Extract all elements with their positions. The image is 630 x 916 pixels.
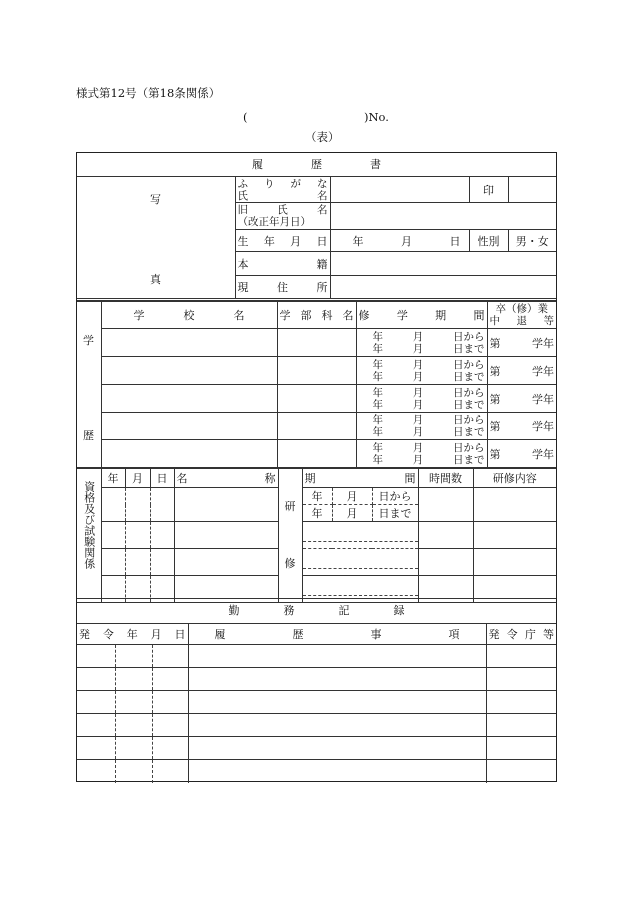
birth-year: 年: [352, 234, 364, 248]
address-field[interactable]: [330, 276, 556, 299]
education-row: 年 月 日から 年 月 日まで 第 学年: [77, 329, 556, 357]
work-row[interactable]: [77, 691, 556, 714]
col-month: 月: [125, 469, 150, 488]
col-faculty: 学 部 科 名: [279, 309, 354, 322]
faculty-field[interactable]: [277, 413, 356, 440]
birth-date-label: 生 年 月 日: [237, 234, 328, 248]
training-col-period: 期 間: [304, 472, 416, 485]
number-label: )No.: [364, 110, 389, 124]
honseki-label: 本 籍: [237, 257, 328, 271]
qualifications-label: 資格及び試験関係: [82, 480, 96, 569]
qualifications-training-section: 資格及び試験関係 年 月 日 名 称 研 修 期 間 時間数 研修内容 年 月 日から 年 月 日まで: [77, 467, 556, 598]
personal-section: 写 真 ふ り が な 氏 名 印 旧 氏 名 （改正年月日） 生 年 月 日 年 月 日 性別 男・女 本 籍 現 住 所: [77, 176, 556, 298]
faculty-field[interactable]: [277, 440, 356, 468]
seal-label: 印: [469, 177, 508, 203]
school-field[interactable]: [101, 385, 277, 413]
side-label: （表）: [305, 130, 340, 144]
former-name-label: 旧 氏 名: [237, 204, 328, 216]
furigana-label: ふ り が な: [237, 177, 328, 190]
faculty-field[interactable]: [277, 385, 356, 413]
work-row[interactable]: [77, 645, 556, 668]
photo-label-bottom: 真: [150, 273, 161, 286]
school-field[interactable]: [101, 329, 277, 357]
sex-label: 性別: [469, 230, 508, 252]
col-hours: 時間数: [418, 469, 473, 488]
col-graduation-2: 中 退 等: [489, 315, 554, 327]
sex-options[interactable]: 男・女: [508, 230, 556, 252]
form-number: 様式第12号（第18条関係）: [76, 86, 221, 100]
col-school-name: 学 校 名: [133, 309, 245, 322]
work-row[interactable]: [77, 737, 556, 760]
education-row: 年 月 日から 年 月 日まで 第 学年: [77, 413, 556, 440]
name-field[interactable]: [330, 177, 469, 203]
education-row: 年 月 日から 年 月 日まで 第 学年: [77, 357, 556, 385]
work-row[interactable]: [77, 714, 556, 737]
paren-open: (: [243, 110, 248, 124]
work-row[interactable]: [77, 760, 556, 783]
col-name: 名 称: [176, 472, 276, 485]
address-label: 現 住 所: [237, 281, 328, 294]
honseki-field[interactable]: [330, 252, 556, 276]
birth-day: 日: [449, 234, 461, 248]
birth-month: 月: [401, 234, 412, 248]
col-appointment-date: 発 令 年 月 日: [79, 628, 186, 641]
school-field[interactable]: [101, 440, 277, 468]
education-row: 年 月 日から 年 月 日まで 第 学年: [77, 385, 556, 413]
form-title: 履歴書: [252, 158, 429, 171]
education-section: [77, 300, 556, 467]
education-label-bottom: 歴: [83, 429, 94, 442]
work-row[interactable]: [77, 668, 556, 691]
training-label-bottom: 修: [284, 557, 296, 570]
training-label-top: 研: [284, 500, 296, 513]
work-record-title: 勤務記録: [228, 604, 449, 617]
col-graduation-1: 卒（修）業: [495, 303, 548, 315]
education-label-top: 学: [83, 334, 94, 347]
col-year: 年: [101, 469, 125, 488]
former-name-field[interactable]: [330, 203, 556, 230]
school-field[interactable]: [101, 357, 277, 385]
education-row: 年 月 日から 年 月 日まで 第 学年: [77, 440, 556, 468]
former-name-sub: （改正年月日）: [237, 216, 311, 228]
faculty-field[interactable]: [277, 329, 356, 357]
col-content: 研修内容: [473, 469, 556, 488]
photo-label-top: 写: [150, 193, 161, 206]
work-record-section: [77, 623, 556, 782]
resume-form: [76, 152, 557, 782]
seal-box[interactable]: [508, 177, 556, 203]
col-period: 修 学 期 間: [358, 309, 485, 322]
col-day: 日: [150, 469, 174, 488]
col-history: 履 歴 事 項: [214, 628, 460, 641]
col-office: 発 令 庁 等: [488, 628, 554, 641]
school-field[interactable]: [101, 413, 277, 440]
faculty-field[interactable]: [277, 357, 356, 385]
